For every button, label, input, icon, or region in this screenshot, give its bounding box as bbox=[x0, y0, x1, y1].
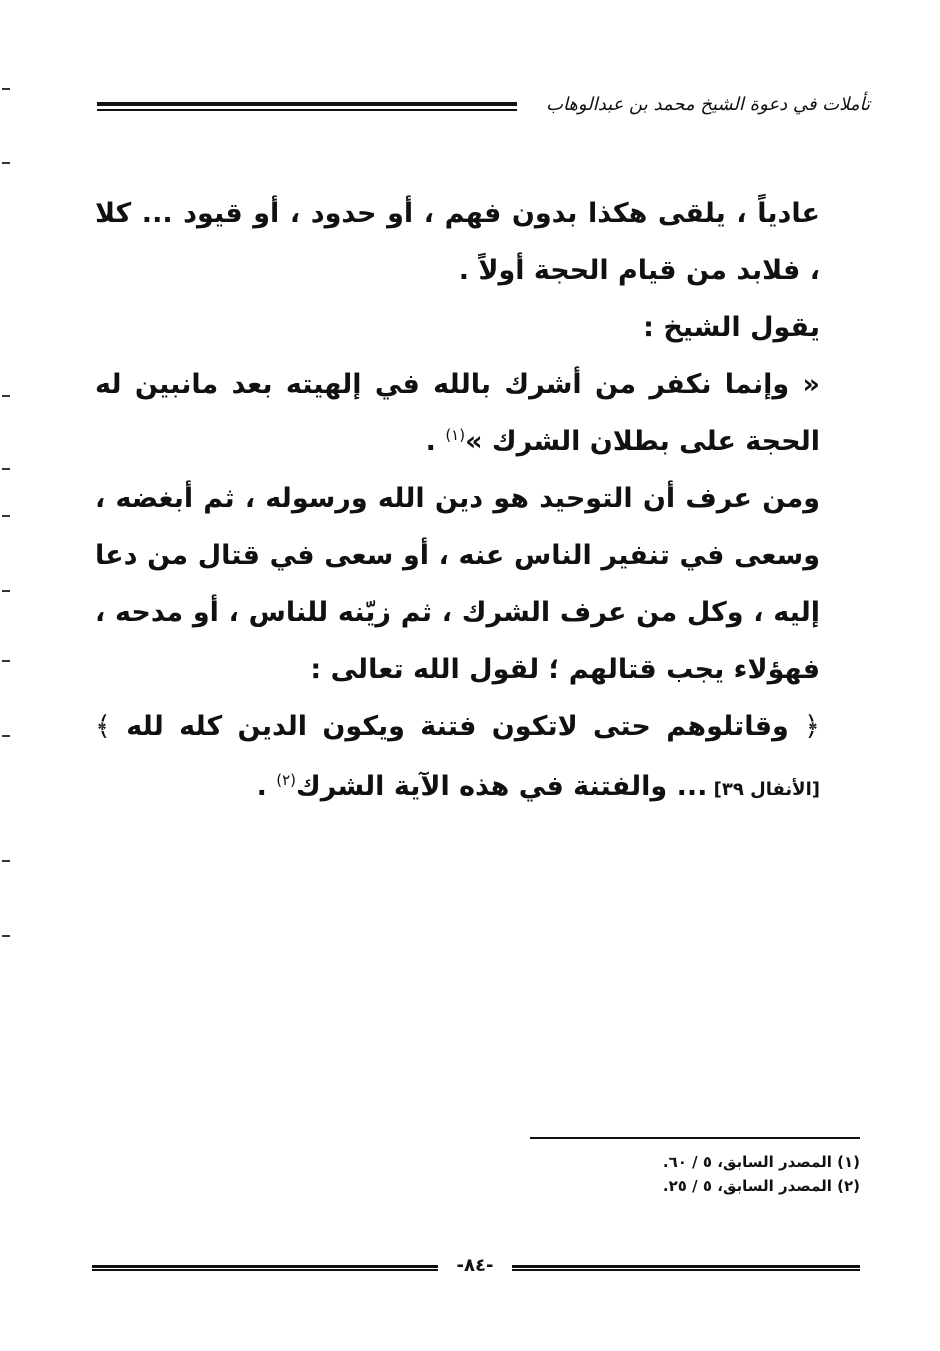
commentary-end: . bbox=[256, 771, 277, 802]
scan-margin-mark bbox=[2, 660, 10, 662]
verse-commentary: ... والفتنة في هذه الآية الشرك bbox=[296, 771, 708, 802]
quran-close-bracket: ﴾ bbox=[95, 711, 111, 742]
scan-margin-mark bbox=[2, 590, 10, 592]
scan-margin-mark bbox=[2, 935, 10, 937]
quran-verse: وقاتلوهم حتى لاتكون فتنة ويكون الدين كله لله bbox=[110, 711, 805, 742]
footer-rule-left bbox=[92, 1265, 438, 1271]
header-rule bbox=[97, 102, 517, 111]
scan-margin-mark bbox=[2, 88, 10, 90]
footnote-rule bbox=[530, 1137, 860, 1139]
footnotes bbox=[663, 1150, 860, 1198]
footnote-ref-1: (١) bbox=[445, 426, 466, 444]
paragraph-1: عادياً ، يلقى هكذا بدون فهم ، أو حدود ، أو قيود ... كلا ، فلابد من قيام الحجة أولاً . bbox=[95, 198, 820, 286]
footnote-2: (٢) المصدر السابق، ٥ / ٢٥. bbox=[662, 1177, 860, 1195]
footnote-1: (١) المصدر السابق، ٥ / ٦٠. bbox=[662, 1153, 860, 1171]
scan-margin-mark bbox=[2, 468, 10, 470]
paragraph-5-verse bbox=[95, 698, 820, 818]
page-number: -٨٤- bbox=[456, 1255, 494, 1276]
paragraph-4: ومن عرف أن التوحيد هو دين الله ورسوله ، ثم أبغضه ، وسعى في تنفير الناس عنه ، أو سعى في قتال من دعا إليه ، وكل من عرف الشرك ، ثم زيّنه للناس ، أو مدحه ، فهؤلاء يجب قتالهم ؛ لقول الله تعالى : bbox=[95, 483, 820, 685]
quran-open-bracket: ﴿ bbox=[804, 711, 820, 742]
page-footer bbox=[92, 1255, 860, 1276]
footer-rule-right bbox=[512, 1265, 860, 1271]
scan-margin-mark bbox=[2, 515, 10, 517]
paragraph-2: يقول الشيخ : bbox=[643, 312, 820, 343]
running-header-title: تأملات في دعوة الشيخ محمد بن عبدالوهاب bbox=[546, 94, 870, 115]
scan-margin-mark bbox=[2, 735, 10, 737]
body-text bbox=[95, 185, 820, 818]
verse-citation: [الأنفال ٣٩] bbox=[707, 779, 820, 800]
scan-margin-mark bbox=[2, 860, 10, 862]
paragraph-3-quote bbox=[95, 356, 820, 470]
quote-end: . bbox=[425, 426, 446, 457]
footnote-ref-2: (٢) bbox=[276, 771, 297, 789]
scan-margin-mark bbox=[2, 162, 10, 164]
scan-margin-mark bbox=[2, 395, 10, 397]
quote-text: « وإنما نكفر من أشرك بالله في إلهيته بعد مانبين له الحجة على بطلان الشرك » bbox=[95, 369, 820, 457]
